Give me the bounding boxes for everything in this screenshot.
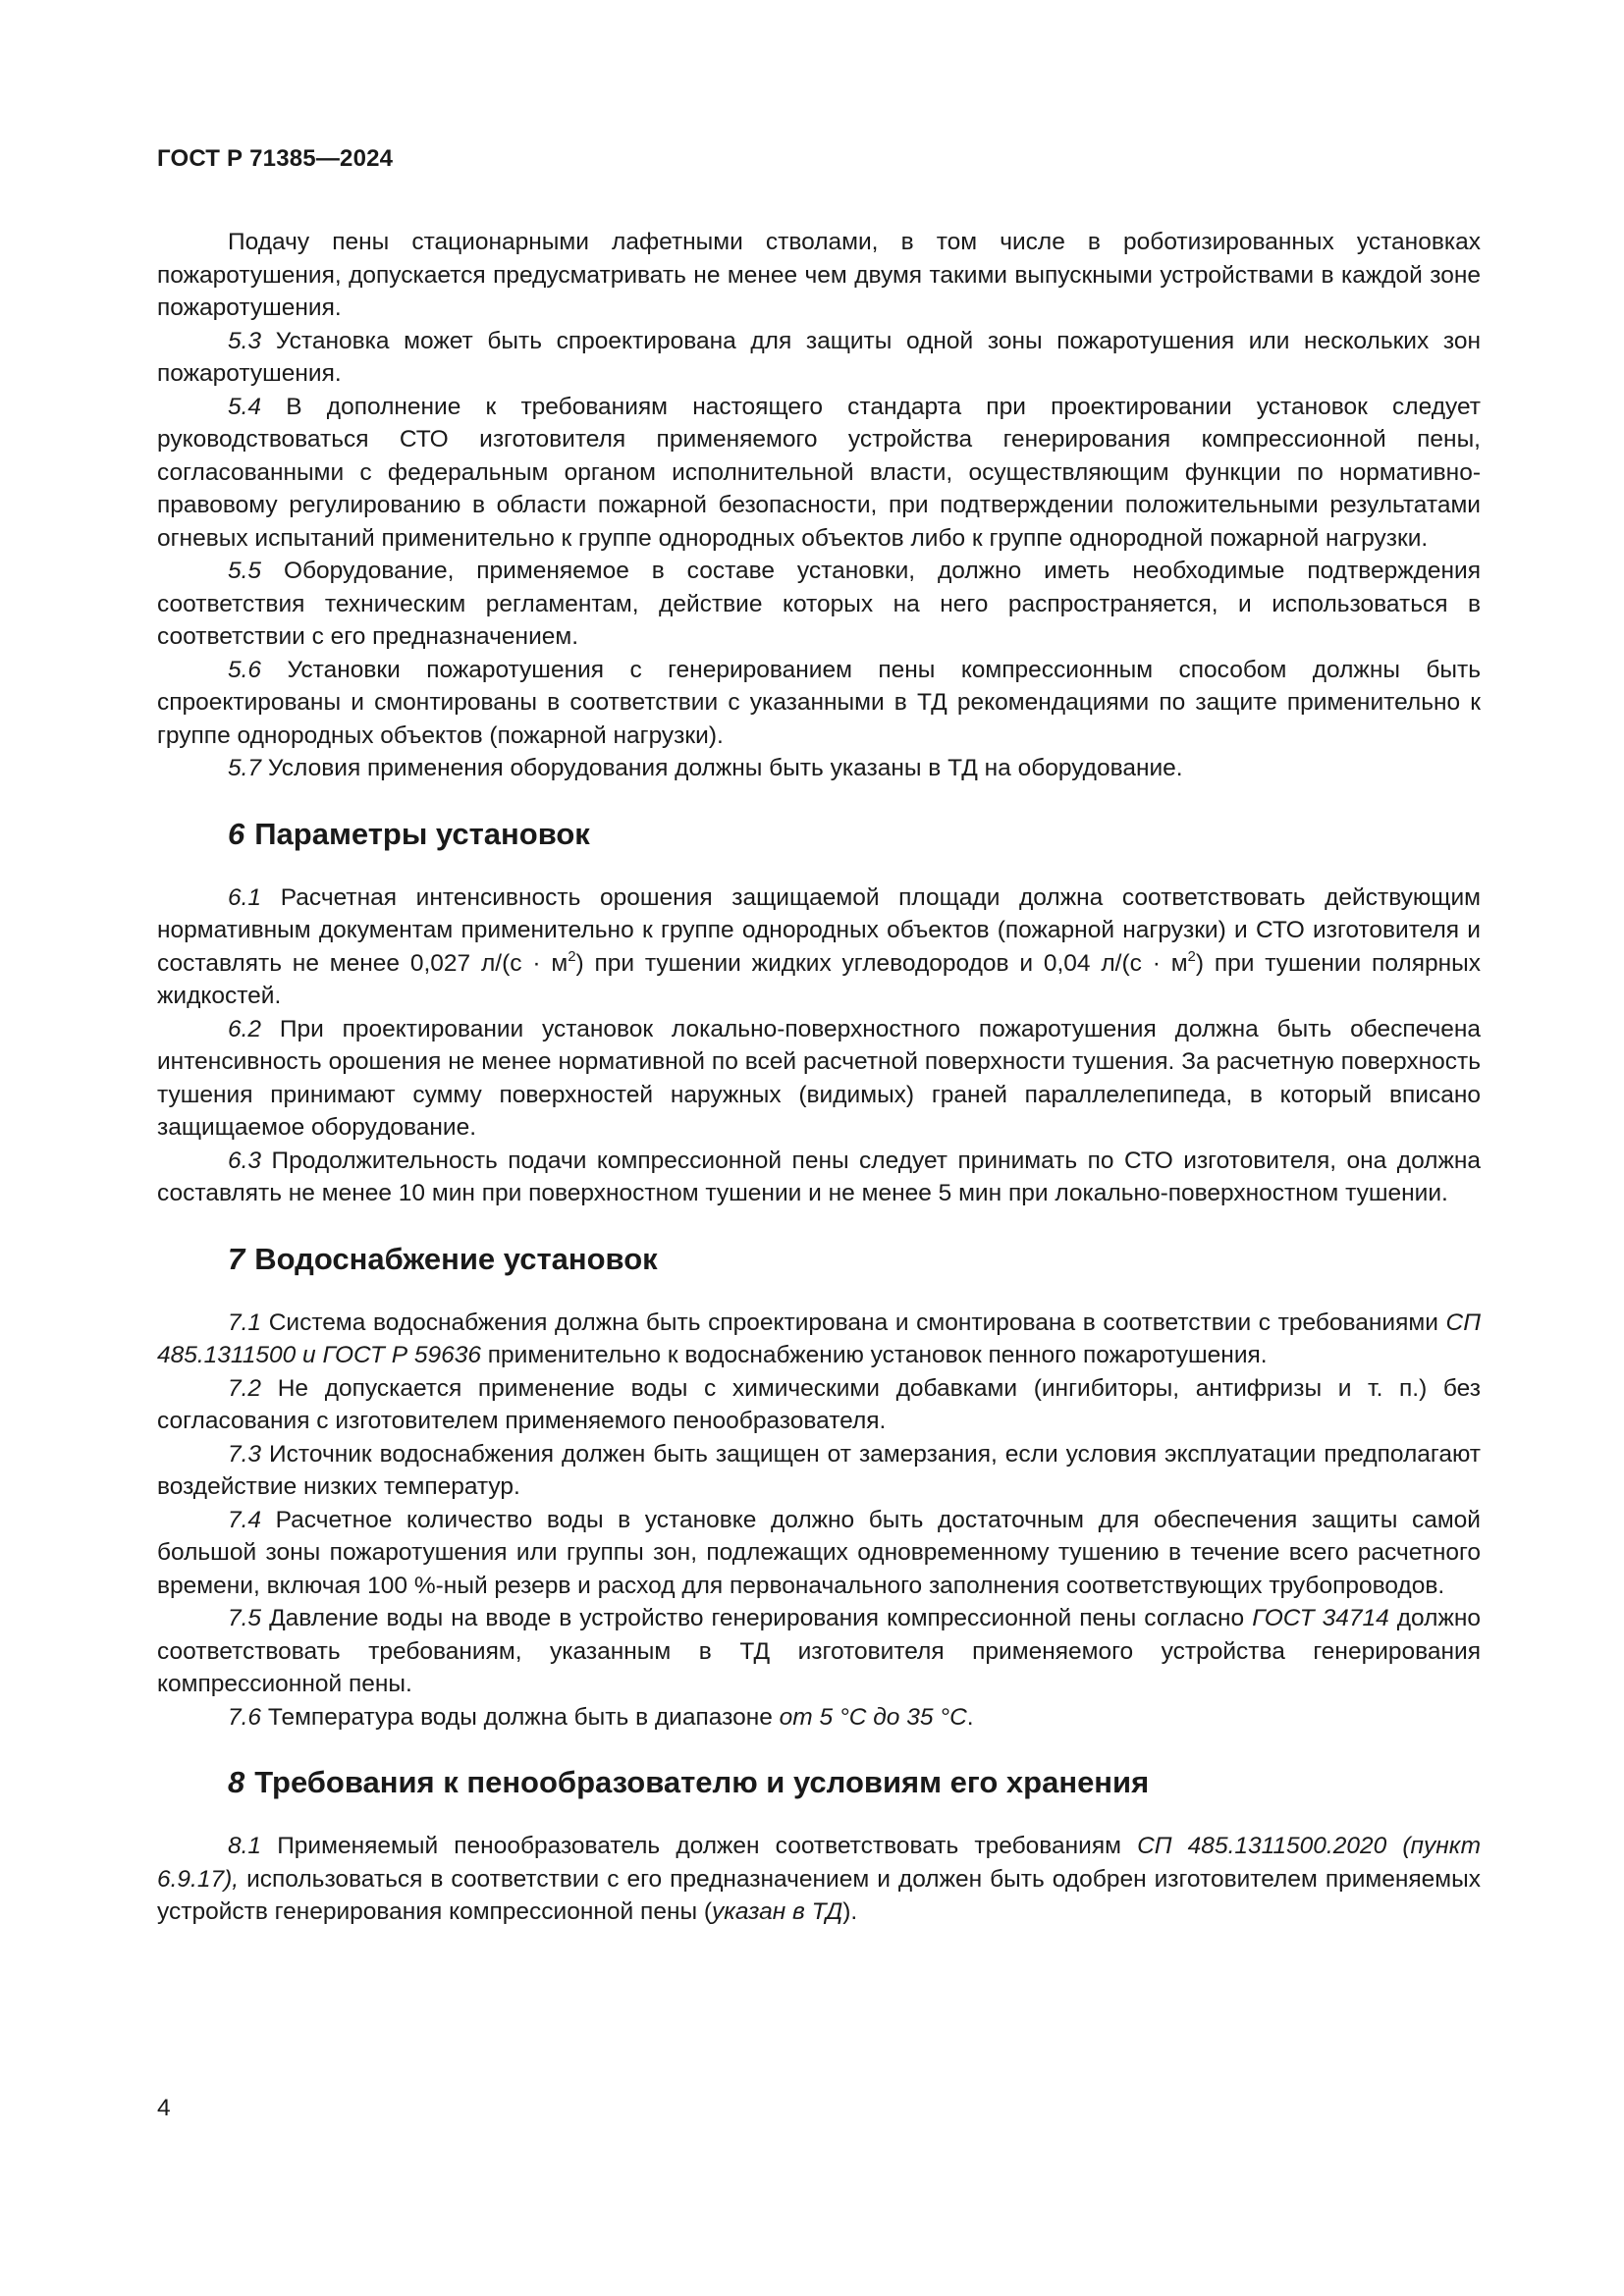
clause-number: 5.3 bbox=[228, 327, 262, 354]
paragraph-8-1: 8.1 Применяемый пенообразователь должен соответствовать требованиям СП 485.1311500.2020 (пункт 6.9.17), использоваться в соответствии с его предназначением и должен быть одобрен изготовителем применяемых устройств генерирования компрессионной пены (указан в ТД). bbox=[157, 1833, 1481, 1925]
paragraph-5-6: 5.6 Установки пожаротушения с генерированием пены компрессионным способом должны быть спроектированы и смонтированы в соответствии с указанными в ТД рекомендациями по защите применительно к группе однородных объектов (пожарной нагрузки). bbox=[157, 656, 1481, 749]
paragraph-7-4: 7.4 Расчетное количество воды в установке должно быть достаточным для обеспечения защиты самой большой зоны пожаротушения или группы зон, подлежащих одновременному тушению в течение всего расчетного времени, включая 100 %-ный резерв и расход для первоначального заполнения соответствующих трубопроводов. bbox=[157, 1506, 1481, 1599]
normative-reference: СП 485.1311500 и ГОСТ Р 59636 bbox=[157, 1308, 1481, 1368]
clause-number: 7.3 bbox=[228, 1440, 262, 1468]
clause-number: 6.2 bbox=[228, 1015, 262, 1042]
paragraph-5-2-continuation: Подачу пены стационарными лафетными стволами, в том числе в роботизированных установках пожаротушения, допускается предусматривать не менее чем двумя такими выпускными устройствами в каждой зоне пожаротушения. bbox=[157, 229, 1481, 321]
clause-number: 5.5 bbox=[228, 558, 262, 584]
clause-number: 6.3 bbox=[228, 1147, 262, 1174]
standard-designation: ГОСТ Р 71385—2024 bbox=[157, 145, 394, 172]
paragraph-5-3: 5.3 Установка может быть спроектирована для защиты одной зоны пожаротушения или нескольких зон пожаротушения. bbox=[157, 327, 1481, 387]
paragraph-5-7: 5.7 Условия применения оборудования должны быть указаны в ТД на оборудование. bbox=[228, 755, 1183, 781]
paragraph-7-1: 7.1 Система водоснабжения должна быть спроектирована и смонтирована в соответствии с требованиями СП 485.1311500 и ГОСТ Р 59636 применительно к водоснабжению установок пенного пожаротушения. bbox=[157, 1308, 1481, 1368]
section-title: Водоснабжение установок bbox=[254, 1241, 658, 1276]
section-number: 6 bbox=[228, 816, 245, 851]
paragraph-7-2: 7.2 Не допускается применение воды с химическими добавками (ингибиторы, антифризы и т. п.) без согласования с изготовителем применяемого пенообразователя. bbox=[157, 1374, 1481, 1434]
temperature-range: от 5 °С до 35 °С bbox=[779, 1703, 967, 1731]
paragraph-5-5: 5.5 Оборудование, применяемое в составе установки, должно иметь необходимые подтверждения соответствия техническим регламентам, действие которых на него распространяется, и использоваться в соответствии с его предназначением. bbox=[157, 558, 1481, 650]
section-number: 7 bbox=[228, 1241, 245, 1276]
normative-reference: СП 485.1311500.2020 (пункт 6.9.17), bbox=[157, 1833, 1481, 1893]
section-number: 8 bbox=[228, 1765, 245, 1799]
paragraph-6-3: 6.3 Продолжительность подачи компрессионной пены следует принимать по СТО изготовителя, она должна составлять не менее 10 мин при поверхностном тушении и не менее 5 мин при локально-поверхностном тушении. bbox=[157, 1147, 1481, 1206]
section-title: Параметры установок bbox=[254, 816, 590, 851]
clause-number: 7.4 bbox=[228, 1506, 262, 1533]
normative-reference: указан в ТД bbox=[712, 1898, 843, 1925]
clause-number: 7.6 bbox=[228, 1703, 262, 1731]
section-title: Требования к пенообразователю и условиям его хранения bbox=[254, 1765, 1150, 1799]
paragraph-6-2: 6.2 При проектировании установок локально-поверхностного пожаротушения должна быть обеспечена интенсивность орошения не менее нормативной по всей расчетной поверхности тушения. За расчетную поверхность тушения принимают сумму поверхностей наружных (видимых) граней параллелепипеда, в который вписано защищаемое оборудование. bbox=[157, 1015, 1481, 1141]
paragraph-7-6: 7.6 Температура воды должна быть в диапазоне от 5 °С до 35 °С. bbox=[228, 1703, 974, 1731]
clause-number: 7.5 bbox=[228, 1605, 262, 1631]
page-number: 4 bbox=[157, 2095, 171, 2121]
clause-number: 7.1 bbox=[228, 1308, 262, 1336]
paragraph-5-4: 5.4 В дополнение к требованиям настоящего стандарта при проектировании установок следует руководствоваться СТО изготовителя применяемого устройства генерирования компрессионной пены, согласованными с федеральным органом исполнительной власти, осуществляющим функции по нормативно-правовому регулированию в области пожарной безопасности, при подтверждении положительными результатами огневых испытаний применительно к группе однородных объектов либо к группе однородной пожарной нагрузки. bbox=[157, 393, 1481, 552]
clause-number: 6.1 bbox=[228, 883, 262, 911]
document-page bbox=[157, 147, 1481, 1929]
clause-number: 8.1 bbox=[228, 1833, 262, 1859]
clause-number: 5.7 bbox=[228, 755, 262, 781]
normative-reference: ГОСТ 34714 bbox=[1252, 1605, 1389, 1631]
paragraph-6-1: 6.1 Расчетная интенсивность орошения защищаемой площади должна соответствовать действующим нормативным документам применительно к группе однородных объектов (пожарной нагрузки) и СТО изготовителя и составлять не менее 0,027 $л/(с \cdot м^2)$ при тушении жидких углеводородов и 0,04 $л/(с \cdot м^2)$ при тушении полярных жидкостей. bbox=[157, 883, 1481, 1009]
clause-number: 5.4 bbox=[228, 393, 262, 420]
section-heading-7 bbox=[228, 1240, 1481, 1279]
paragraph-7-5: 7.5 Давление воды на вводе в устройство генерирования компрессионной пены согласно ГОСТ 34714 должно соответствовать требованиям, указанным в ТД изготовителя применяемого устройства генерирования компрессионной пены. bbox=[157, 1605, 1481, 1697]
section-heading-8 bbox=[228, 1763, 1481, 1802]
clause-number: 7.2 bbox=[228, 1374, 262, 1402]
paragraph-7-3: 7.3 Источник водоснабжения должен быть защищен от замерзания, если условия эксплуатации предполагают воздействие низких температур. bbox=[157, 1440, 1481, 1500]
clause-number: 5.6 bbox=[228, 656, 262, 683]
section-heading-6 bbox=[228, 815, 1481, 854]
